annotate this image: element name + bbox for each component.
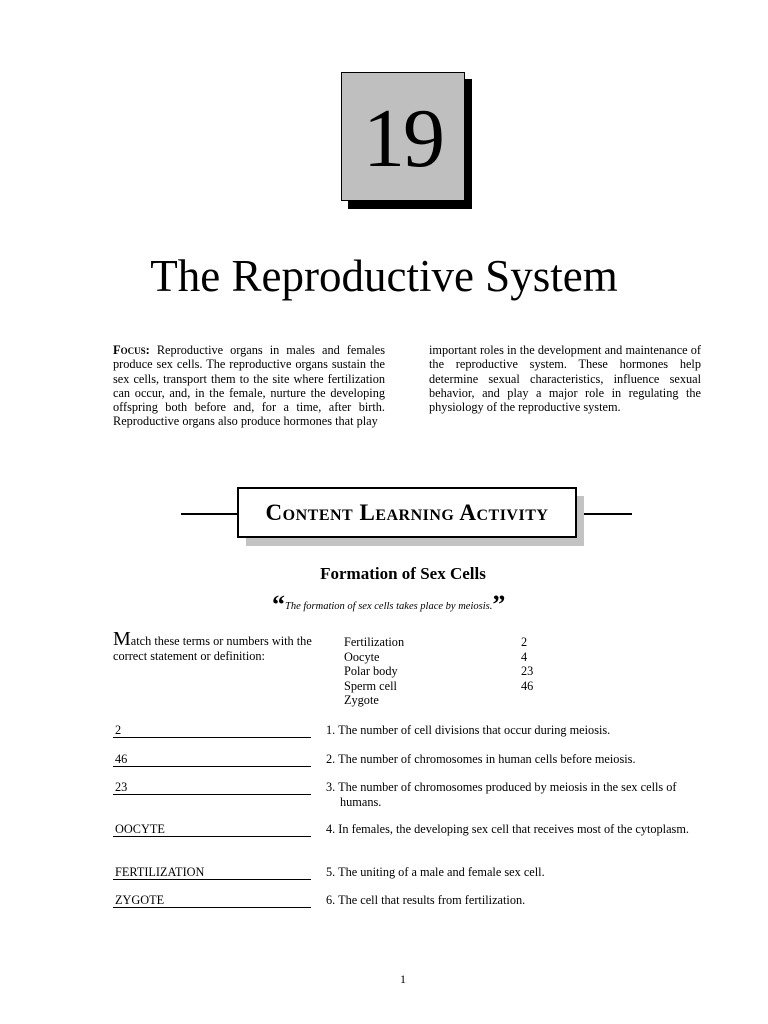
answer-field[interactable]: 2 <box>113 723 311 738</box>
section-quote <box>272 592 505 618</box>
question-statement: 5. The uniting of a male and female sex cell. <box>326 865 545 879</box>
chapter-number-box <box>341 72 465 201</box>
banner-rule-left <box>181 513 238 515</box>
close-quote-mark: ” <box>492 590 506 619</box>
question-statement: 3. The number of chromosomes produced by meiosis in the sex cells of humans. <box>326 780 677 809</box>
question-statement: 1. The number of cell divisions that occur during meiosis. <box>326 723 611 737</box>
term-item: Polar body <box>344 664 398 678</box>
number-item: 46 <box>521 678 534 693</box>
page-number: 1 <box>400 972 406 986</box>
term-list <box>344 635 404 708</box>
question-statement: 4. In females, the developing sex cell that receives most of the cytoplasm. <box>326 822 689 836</box>
term-item: Sperm cell <box>344 678 397 693</box>
number-item: 2 <box>521 635 528 649</box>
instructions-text: atch these terms or numbers with the correct statement or definition: <box>113 634 312 663</box>
matching-instructions <box>113 628 313 663</box>
chapter-title: The Reproductive System <box>150 251 618 301</box>
answer-field[interactable]: OOCYTE <box>113 822 311 837</box>
chapter-number: 19 <box>363 91 443 185</box>
question-statement: 2. The number of chromosomes in human cells before meiosis. <box>326 752 636 766</box>
focus-text-left: Reproductive organs in males and females produce sex cells. The reproductive organs sustain the sex cells, transport them to the site where fertilization can occur, and, in the female, nurture the developing offspring both before and, for a time, after birth. Reproductive organs also produce hormones that play <box>113 343 385 429</box>
term-item: Oocyte <box>344 649 380 664</box>
number-item: 23 <box>521 664 534 678</box>
answer-field[interactable]: FERTILIZATION <box>113 865 311 880</box>
focus-text-right: important roles in the development and maintenance of the reproductive system. These hormones help determine sexual characteristics, influence sexual behavior, and play a major role in regulating the physiology of the reproductive system. <box>429 343 701 415</box>
section-heading: Formation of Sex Cells <box>320 564 486 583</box>
activity-banner-text: Content Learning Activity <box>265 499 549 525</box>
answer-field[interactable]: ZYGOTE <box>113 893 311 908</box>
activity-banner <box>237 487 577 538</box>
answer-field[interactable]: 46 <box>113 752 311 767</box>
focus-column-left <box>113 343 385 429</box>
focus-label: Focus: <box>113 343 150 357</box>
focus-column-right <box>429 343 701 414</box>
question-statement: 6. The cell that results from fertilization. <box>326 893 526 907</box>
answer-field[interactable]: 23 <box>113 780 311 795</box>
number-list <box>521 635 533 693</box>
open-quote-mark: “ <box>272 590 285 619</box>
term-item: Zygote <box>344 693 379 707</box>
quote-text: The formation of sex cells takes place by meiosis. <box>285 601 493 612</box>
number-item: 4 <box>521 649 528 664</box>
instructions-dropcap: M <box>113 628 131 650</box>
term-item: Fertilization <box>344 635 405 649</box>
